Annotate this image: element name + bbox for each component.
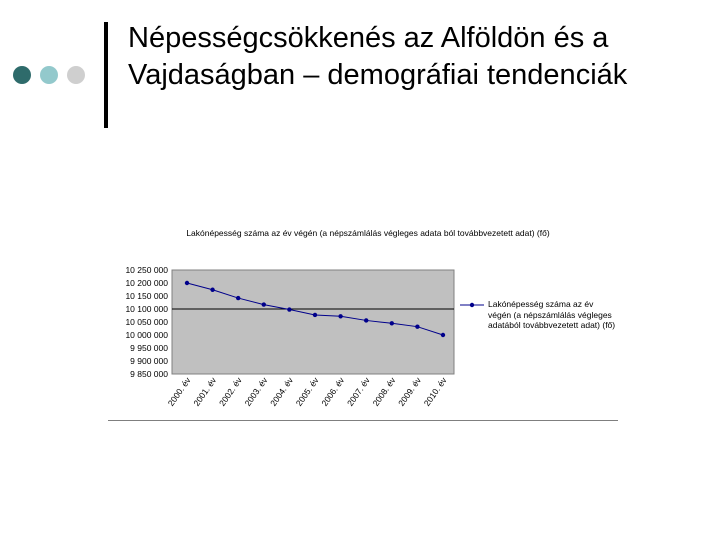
x-tick-label: 2008. év — [370, 375, 398, 408]
data-point — [390, 321, 394, 325]
y-tick-label: 10 100 000 — [125, 304, 168, 314]
x-tick-label: 2005. év — [293, 375, 321, 408]
chart-title: Lakónépesség száma az év végén (a népszámlálás végleges adata ból továbbvezetett adat) (fő) — [186, 228, 550, 238]
slide-title: Népességcsökkenés az Alföldön és a Vajdaságban – demográfiai tendenciák — [128, 22, 628, 91]
x-tick-label: 2002. év — [216, 375, 244, 408]
x-tick-label: 2004. év — [268, 375, 296, 408]
data-point — [415, 324, 419, 328]
bottom-rule — [108, 420, 618, 421]
legend-marker — [470, 303, 474, 307]
data-point — [364, 318, 368, 322]
y-tick-label: 9 950 000 — [130, 343, 168, 353]
x-tick-label: 2003. év — [242, 375, 270, 408]
y-tick-label: 10 150 000 — [125, 291, 168, 301]
y-tick-label: 10 250 000 — [125, 265, 168, 275]
data-point — [441, 333, 445, 337]
y-tick-label: 9 850 000 — [130, 369, 168, 379]
y-tick-label: 10 200 000 — [125, 278, 168, 288]
data-point — [338, 314, 342, 318]
x-tick-label: 2010. év — [421, 375, 449, 408]
title-divider — [104, 22, 108, 128]
x-tick-label: 2001. év — [191, 375, 219, 408]
decor-dot-dark — [13, 66, 31, 84]
y-tick-label: 10 050 000 — [125, 317, 168, 327]
y-tick-label: 10 000 000 — [125, 330, 168, 340]
decor-dot-teal — [40, 66, 58, 84]
x-tick-label: 2006. év — [319, 375, 347, 408]
x-tick-label: 2007. év — [344, 375, 372, 408]
data-point — [262, 302, 266, 306]
data-point — [313, 313, 317, 317]
x-tick-label: 2000. év — [165, 375, 193, 408]
data-point — [287, 307, 291, 311]
x-tick-label: 2009. év — [396, 375, 424, 408]
y-tick-label: 9 900 000 — [130, 356, 168, 366]
decor-dot-grey — [67, 66, 85, 84]
data-point — [185, 281, 189, 285]
data-point — [210, 288, 214, 292]
data-point — [236, 296, 240, 300]
legend-label: Lakónépesség száma az év végén (a népszámlálás végleges adatából továbbvezetett adat) (fő) — [488, 299, 616, 330]
plot-area — [172, 270, 454, 374]
